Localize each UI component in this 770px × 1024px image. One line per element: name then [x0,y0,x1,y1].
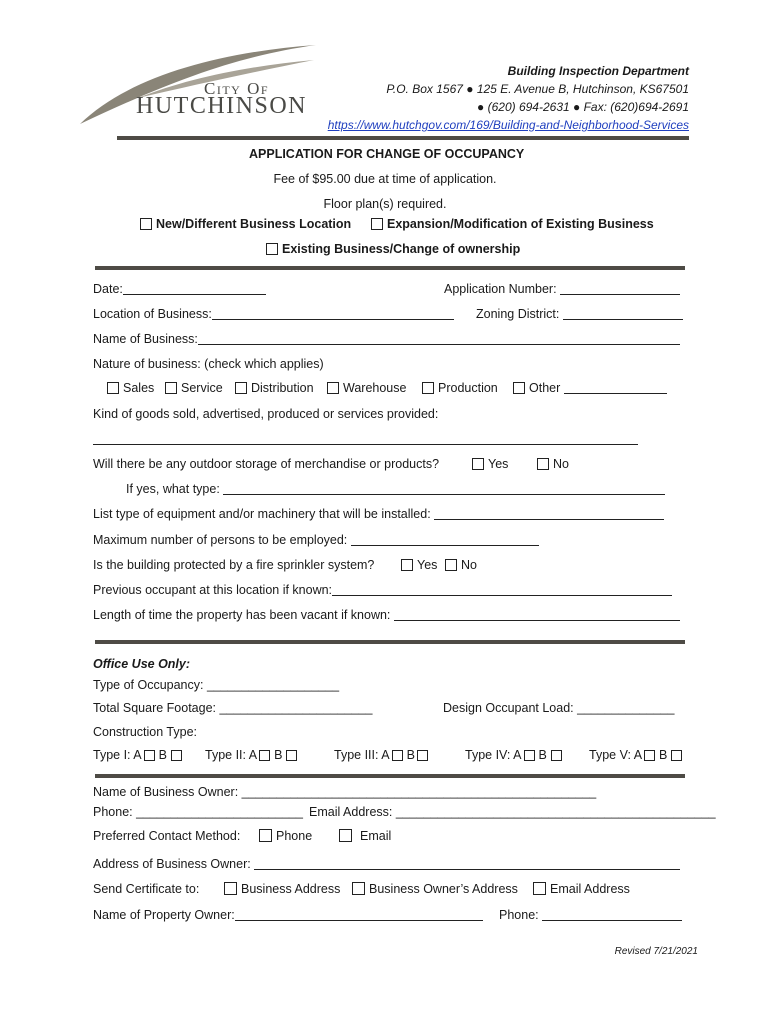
contact-email-label: Email [360,829,392,843]
cert-owner-checkbox[interactable] [352,882,365,895]
section-divider-2 [95,640,685,644]
owner-email-field[interactable]: Email Address: ______________________________________________ [309,805,716,819]
cert-email-label: Email Address [550,882,630,896]
contact-email-checkbox[interactable] [339,829,352,842]
sprinkler-no-checkbox[interactable] [445,559,457,571]
section-divider-1 [95,266,685,270]
cert-business-label: Business Address [241,882,341,896]
distribution-checkbox[interactable] [235,382,247,394]
type-4-a-checkbox[interactable] [524,750,535,761]
sprinkler-label: Is the building protected by a fire sprinkler system? [93,558,375,572]
type-5-b-checkbox[interactable] [671,750,682,761]
owner-address-label: Address of Business Owner: [93,857,251,871]
header-divider [117,136,689,140]
type-5-a-checkbox[interactable] [644,750,655,761]
type-1-b-checkbox[interactable] [171,750,182,761]
sales-checkbox[interactable] [107,382,119,394]
type-5-b-label: B [659,748,668,762]
goods-label: Kind of goods sold, advertised, produced or services provided: [93,407,439,421]
vacant-label: Length of time the property has been vacant if known: [93,608,391,622]
date-field[interactable] [123,282,266,295]
other-field[interactable] [564,381,667,394]
type-1-label: Type I: A [93,748,142,762]
equipment-field[interactable] [434,507,664,520]
type-3-b-checkbox[interactable] [417,750,428,761]
contact-phone-label: Phone [276,829,313,843]
department-block [328,62,689,134]
type-4-b-checkbox[interactable] [551,750,562,761]
nature-label: Nature of business: (check which applies) [93,357,324,371]
location-field[interactable] [212,307,454,320]
new-location-checkbox[interactable] [140,218,152,230]
department-name: Building Inspection Department [507,64,689,78]
max-persons-label: Maximum number of persons to be employed: [93,533,348,547]
existing-business-checkbox[interactable] [266,243,278,255]
type-3-label: Type III: A [334,748,390,762]
outdoor-no-checkbox[interactable] [537,458,549,470]
form-title: APPLICATION FOR CHANGE OF OCCUPANCY [249,147,525,161]
production-checkbox[interactable] [422,382,434,394]
max-persons-field[interactable] [351,533,539,546]
department-link[interactable]: https://www.hutchgov.com/169/Building-and-Neighborhood-Services [327,118,689,132]
contact-method-label: Preferred Contact Method: [93,829,241,843]
logo-hutchinson-text: HUTCHINSON [136,93,307,119]
fee-text: Fee of $95.00 due at time of application. [273,172,497,186]
type-3-a-checkbox[interactable] [392,750,403,761]
type-5-label: Type V: A [589,748,643,762]
business-name-field[interactable] [198,332,680,345]
vacant-field[interactable] [394,608,680,621]
what-type-label: If yes, what type: [126,482,220,496]
production-label: Production [438,381,498,395]
type-3-b-label: B [406,748,415,762]
type-4-b-label: B [538,748,547,762]
sales-label: Sales [123,381,155,395]
service-label: Service [181,381,223,395]
type-1-b-label: B [158,748,167,762]
type-2-b-label: B [274,748,283,762]
city-logo [78,42,323,132]
outdoor-storage-label: Will there be any outdoor storage of merchandise or products? [93,457,440,471]
expansion-checkbox[interactable] [371,218,383,230]
type-1-a-checkbox[interactable] [144,750,155,761]
sprinkler-no-label: No [461,558,477,572]
application-number-field[interactable] [560,282,680,295]
warehouse-checkbox[interactable] [327,382,339,394]
contact-phone-checkbox[interactable] [259,829,272,842]
equipment-label: List type of equipment and/or machinery that will be installed: [93,507,431,521]
date-label: Date: [93,282,123,296]
owner-address-field[interactable] [254,857,680,870]
type-2-b-checkbox[interactable] [286,750,297,761]
cert-email-checkbox[interactable] [533,882,546,895]
outdoor-yes-label: Yes [488,457,509,471]
existing-business-label: Existing Business/Change of ownership [282,242,521,256]
other-label: Other [529,381,561,395]
other-checkbox[interactable] [513,382,525,394]
expansion-label: Expansion/Modification of Existing Business [387,217,654,231]
business-owner-field[interactable]: Name of Business Owner: ___________________________________________________ [93,785,597,799]
property-phone-field[interactable] [542,908,682,921]
department-address: P.O. Box 1567 ● 125 E. Avenue B, Hutchinson, KS67501 [386,82,689,96]
service-checkbox[interactable] [165,382,177,394]
previous-occupant-field[interactable] [332,583,672,596]
type-4-label: Type IV: A [465,748,522,762]
property-phone-label: Phone: [499,908,539,922]
outdoor-no-label: No [553,457,569,471]
zoning-label: Zoning District: [476,307,560,321]
property-owner-label: Name of Property Owner: [93,908,235,922]
construction-type-label: Construction Type: [93,725,197,739]
owner-phone-field[interactable]: Phone: ________________________ [93,805,303,819]
send-certificate-label: Send Certificate to: [93,882,200,896]
property-owner-field[interactable] [235,908,483,921]
zoning-field[interactable] [563,307,683,320]
logo-city-text: City Of [204,79,270,98]
business-name-label: Name of Business: [93,332,198,346]
goods-field[interactable] [93,432,638,445]
type-2-a-checkbox[interactable] [259,750,270,761]
distribution-label: Distribution [251,381,314,395]
design-load-field[interactable]: Design Occupant Load: ______________ [443,701,675,715]
type-2-label: Type II: A [205,748,258,762]
sprinkler-yes-checkbox[interactable] [401,559,413,571]
outdoor-yes-checkbox[interactable] [472,458,484,470]
application-number-label: Application Number: [444,282,557,296]
cert-business-checkbox[interactable] [224,882,237,895]
previous-occupant-label: Previous occupant at this location if known: [93,583,333,597]
what-type-field[interactable] [223,482,665,495]
section-divider-3 [95,774,685,778]
revised-date: Revised 7/21/2021 [614,946,698,957]
warehouse-label: Warehouse [343,381,407,395]
square-footage-field[interactable]: Total Square Footage: ______________________ [93,701,373,715]
department-phones: ● (620) 694-2631 ● Fax: (620)694-2691 [477,100,689,114]
occupancy-type-field[interactable]: Type of Occupancy: ___________________ [93,678,340,692]
floorplan-text: Floor plan(s) required. [323,197,447,211]
sprinkler-yes-label: Yes [417,558,438,572]
location-label: Location of Business: [93,307,212,321]
office-use-heading: Office Use Only: [93,657,191,671]
new-location-label: New/Different Business Location [156,217,352,231]
cert-owner-label: Business Owner’s Address [369,882,518,896]
